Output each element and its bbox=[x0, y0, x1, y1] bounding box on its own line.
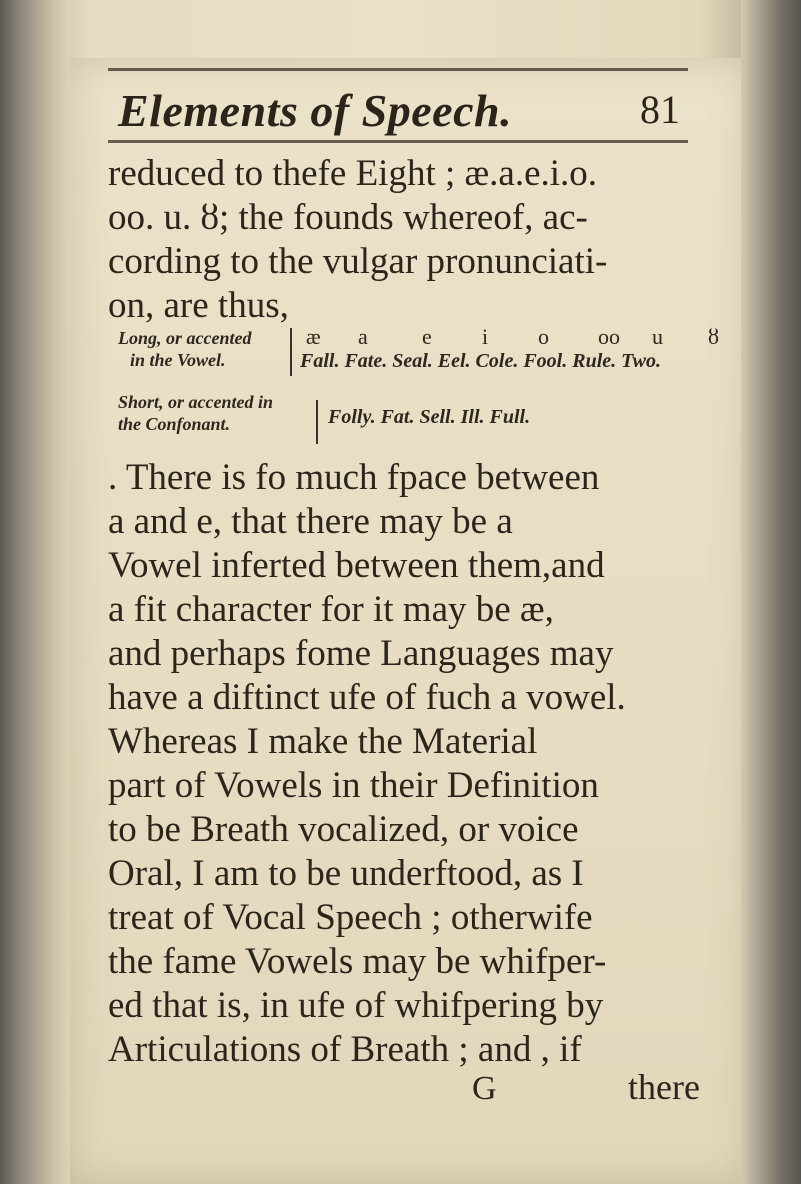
left-gutter-facing-page bbox=[0, 0, 70, 1184]
text-line: part of Vowels in their Definition bbox=[108, 765, 599, 806]
table-divider bbox=[290, 328, 292, 376]
text-line: a and e, that there may be a bbox=[108, 501, 513, 542]
symbol-o: o bbox=[538, 324, 549, 349]
row-long-examples: Fall. Fate. Seal. Eel. Cole. Fool. Rule. Two. bbox=[300, 350, 661, 372]
text-line: to be Breath vocalized, or voice bbox=[108, 809, 579, 850]
text-line: Whereas I make the Material bbox=[108, 721, 538, 762]
text-line: cording to the vulgar pronunciati- bbox=[108, 241, 608, 282]
row-label-long: Long, or accented bbox=[118, 328, 252, 348]
text-line: have a diftinct ufe of fuch a vowel. bbox=[108, 677, 626, 718]
header-rule bbox=[108, 140, 688, 143]
symbol-a: a bbox=[358, 324, 368, 349]
running-head-title: Elements of Speech. bbox=[118, 85, 513, 136]
top-rule bbox=[108, 68, 688, 71]
text-line: Articulations of Breath ; and , if bbox=[108, 1029, 582, 1070]
table-divider bbox=[316, 400, 318, 444]
catchword: there bbox=[628, 1067, 700, 1107]
page-number: 81 bbox=[640, 87, 680, 132]
symbol-i: i bbox=[482, 324, 489, 349]
row-label-long-b: in the Vowel. bbox=[130, 350, 226, 370]
symbol-oo: oo bbox=[598, 324, 620, 349]
text-line: and perhaps fome Languages may bbox=[108, 633, 614, 674]
row-short-examples: Folly. Fat. Sell. Ill. Full. bbox=[328, 406, 531, 428]
symbol-ae: æ bbox=[306, 324, 321, 349]
row-label-short: Short, or accented in bbox=[118, 392, 274, 412]
signature-mark: G bbox=[472, 1070, 497, 1107]
text-line: Vowel inferted between them,and bbox=[108, 545, 605, 586]
symbol-u: u bbox=[652, 324, 663, 349]
right-gutter-edge bbox=[741, 0, 801, 1184]
text-line: reduced to thefe Eight ; æ.a.e.i.o. bbox=[108, 153, 598, 194]
text-line: the fame Vowels may be whifper- bbox=[108, 941, 607, 982]
text-line: Oral, I am to be underftood, as I bbox=[108, 853, 584, 894]
text-line: treat of Vocal Speech ; otherwife bbox=[108, 897, 593, 938]
text-line: on, are thus, bbox=[108, 285, 289, 326]
text-line: . There is fo much fpace between bbox=[108, 457, 600, 498]
paragraph-2 bbox=[108, 456, 718, 1072]
symbol-e: e bbox=[422, 324, 432, 349]
text-line: ed that is, in ufe of whifpering by bbox=[108, 985, 604, 1026]
text-line: oo. u. ȣ; the founds whereof, ac- bbox=[108, 197, 588, 238]
row-label-short-b: the Confonant. bbox=[118, 414, 231, 434]
text-line: a fit character for it may be æ, bbox=[108, 589, 554, 630]
symbol-w: ȣ bbox=[708, 324, 719, 349]
paragraph-1 bbox=[108, 152, 718, 328]
